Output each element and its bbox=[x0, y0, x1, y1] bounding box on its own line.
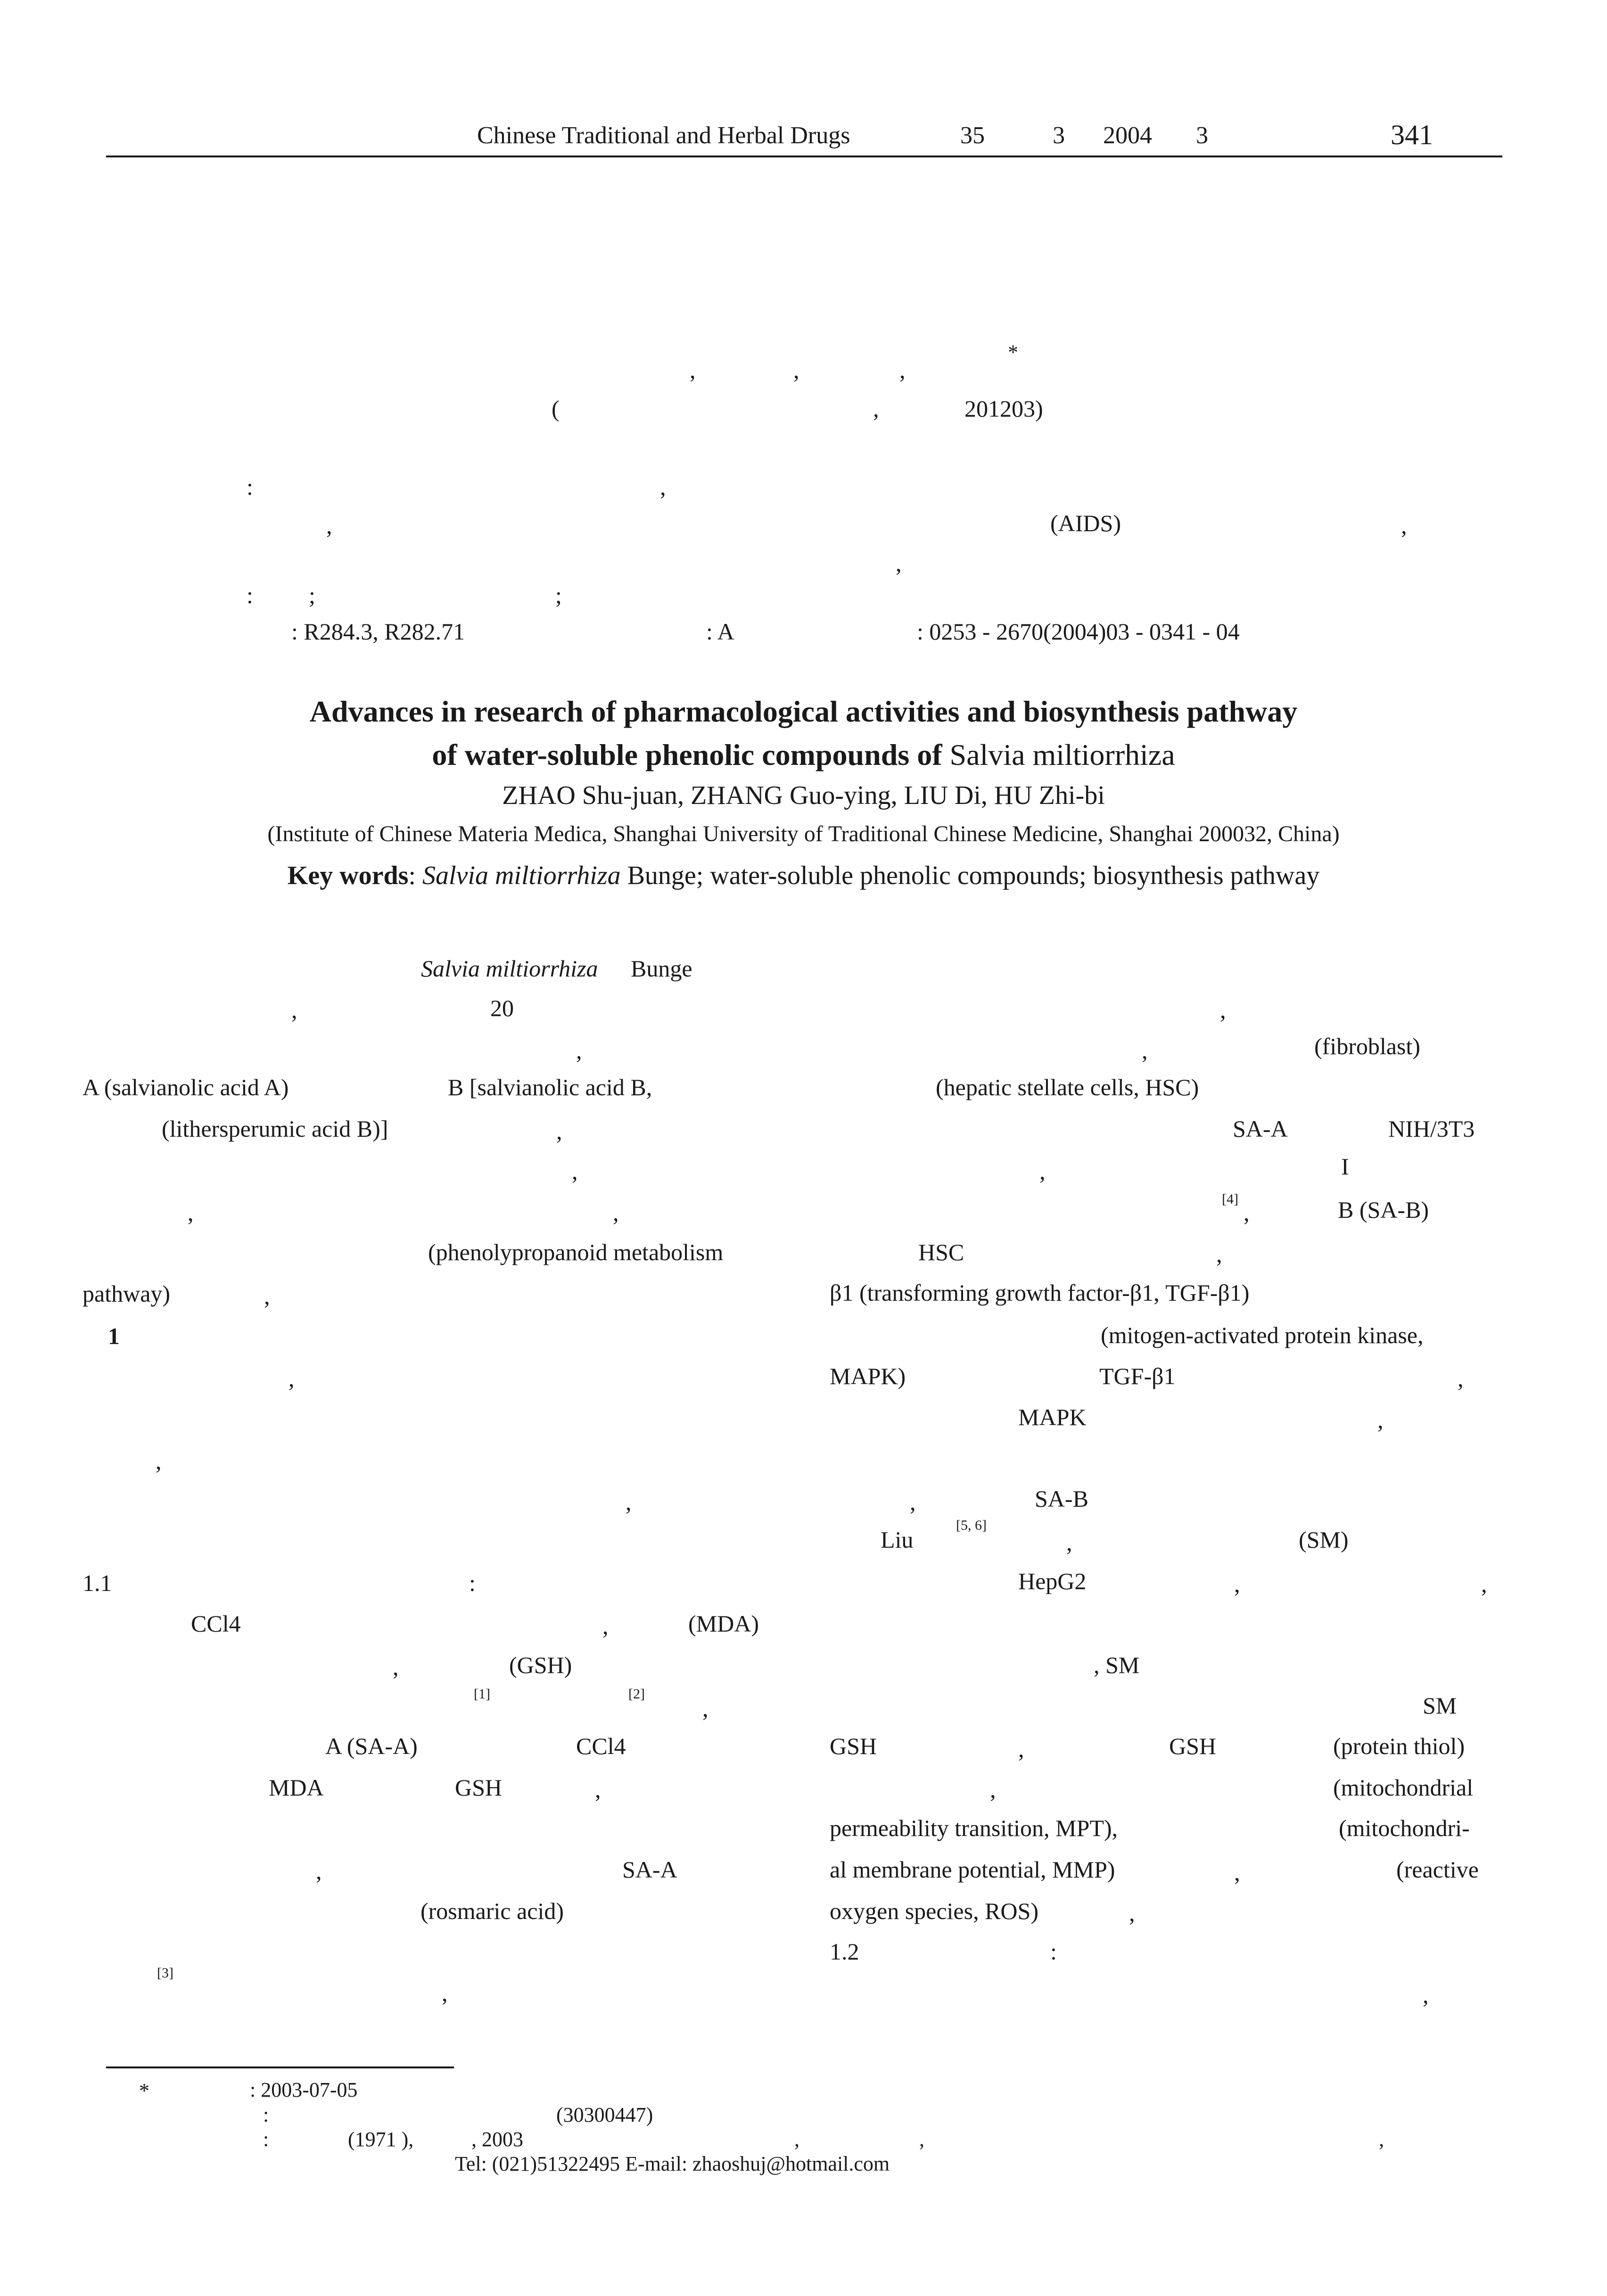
body-text-fragment: B [salvianolic acid B, bbox=[448, 1074, 652, 1100]
body-text-fragment: al membrane potential, MMP) bbox=[830, 1856, 1115, 1883]
article-id: : 0253 - 2670(2004)03 - 0341 - 04 bbox=[917, 618, 1240, 645]
author-separator: , bbox=[690, 357, 696, 383]
body-text-fragment: TGF-β1 bbox=[1099, 1363, 1176, 1389]
body-text-fragment: , bbox=[188, 1199, 194, 1226]
body-text-fragment: , bbox=[442, 1980, 448, 2006]
body-text-fragment: MAPK) bbox=[830, 1363, 906, 1389]
body-text-fragment: , bbox=[613, 1199, 619, 1226]
citation-marker: [1] bbox=[474, 1686, 490, 1702]
footnote-bio-colon: : bbox=[263, 2128, 269, 2151]
body-text-fragment: I bbox=[1341, 1153, 1349, 1180]
citation-marker: [5, 6] bbox=[956, 1517, 987, 1533]
body-text-fragment: A (salvianolic acid A) bbox=[82, 1074, 289, 1100]
body-text-fragment: , bbox=[572, 1158, 578, 1184]
body-text-fragment: (mitogen-activated protein kinase, bbox=[1101, 1322, 1424, 1348]
abstract-colon: : bbox=[247, 474, 253, 500]
body-text-fragment: , bbox=[1018, 1736, 1024, 1762]
footnote-fund-number: (30300447) bbox=[556, 2103, 653, 2126]
body-text-fragment: GSH bbox=[455, 1774, 503, 1801]
body-text-fragment: , bbox=[1377, 1407, 1384, 1433]
abstract-comma: , bbox=[326, 512, 332, 539]
body-text-fragment: , bbox=[1423, 1982, 1429, 2008]
volume-number: 35 bbox=[960, 122, 985, 149]
footnote-received: : 2003-07-05 bbox=[250, 2078, 358, 2101]
body-text-fragment: : bbox=[469, 1570, 476, 1596]
body-text-fragment: , bbox=[1216, 1241, 1222, 1267]
english-affiliation: (Institute of Chinese Materia Medica, Shanghai University of Traditional Chinese Medicine, Shanghai 200032, China) bbox=[267, 821, 1340, 846]
affiliation-open: ( bbox=[552, 395, 560, 422]
body-text-fragment: NIH/3T3 bbox=[1388, 1115, 1475, 1142]
body-text-fragment: , bbox=[1066, 1529, 1072, 1556]
affiliation-comma: , bbox=[873, 395, 879, 422]
body-text-fragment: (fibroblast) bbox=[1314, 1033, 1420, 1059]
publication-year: 2004 bbox=[1103, 122, 1152, 149]
body-text-fragment: GSH bbox=[830, 1733, 877, 1759]
body-text-fragment: , bbox=[1458, 1365, 1464, 1392]
body-text-fragment: HSC bbox=[918, 1239, 964, 1265]
body-text-fragment: (protein thiol) bbox=[1333, 1733, 1465, 1759]
footnote-star: * bbox=[139, 2079, 149, 2102]
body-text-fragment: , bbox=[1481, 1571, 1487, 1597]
abstract-comma: , bbox=[1401, 512, 1407, 539]
keywords-separator: ; bbox=[555, 582, 562, 608]
body-text-fragment: , bbox=[1220, 997, 1226, 1023]
author-separator: , bbox=[899, 357, 906, 383]
abstract-comma: , bbox=[896, 550, 902, 576]
footnote-bio-year: (1971 ), bbox=[348, 2128, 414, 2151]
body-text-fragment: (reactive bbox=[1396, 1856, 1479, 1883]
subsection-number: 1.1 bbox=[82, 1570, 112, 1596]
body-text-fragment: permeability transition, MPT), bbox=[830, 1815, 1118, 1841]
body-text-fragment: , bbox=[576, 1037, 582, 1064]
body-text-fragment: (mitochondrial bbox=[1333, 1774, 1474, 1801]
body-text-fragment: CCl4 bbox=[576, 1733, 626, 1759]
footnote-rule bbox=[106, 2066, 454, 2068]
body-text-fragment: , bbox=[602, 1613, 609, 1639]
body-text-fragment: B (SA-B) bbox=[1338, 1197, 1429, 1223]
body-text-fragment: , bbox=[1234, 1859, 1240, 1886]
author-separator: , bbox=[793, 357, 799, 383]
body-text-fragment: , SM bbox=[1094, 1652, 1140, 1678]
citation-marker: [3] bbox=[157, 1965, 173, 1981]
keywords-rest: Bunge; water-soluble phenolic compounds; biosynthesis pathway bbox=[620, 861, 1320, 890]
footnote-fund-colon: : bbox=[263, 2103, 269, 2126]
body-text-fragment: (lithersperumic acid B)] bbox=[162, 1115, 388, 1142]
body-text-fragment: , bbox=[990, 1776, 996, 1803]
english-title-species: Salvia miltiorrhiza bbox=[949, 738, 1175, 771]
body-text-fragment: , bbox=[595, 1776, 601, 1803]
document-code: : A bbox=[706, 618, 734, 645]
body-text-fragment: (MDA) bbox=[688, 1610, 759, 1637]
journal-name: Chinese Traditional and Herbal Drugs bbox=[477, 122, 850, 149]
english-title-line2 bbox=[0, 740, 1607, 770]
header-rule bbox=[106, 156, 1502, 157]
body-text-fragment: , bbox=[910, 1489, 916, 1515]
body-text-fragment: , bbox=[393, 1654, 399, 1680]
abstract-aids: (AIDS) bbox=[1050, 510, 1121, 536]
body-text-fragment: : bbox=[1050, 1938, 1057, 1965]
body-text-fragment: , bbox=[1039, 1158, 1046, 1184]
english-title-line2-text: of water-soluble phenolic compounds of bbox=[432, 738, 950, 771]
body-text-fragment: , bbox=[1234, 1571, 1240, 1597]
footnote-bio-2003: , 2003 bbox=[471, 2128, 523, 2151]
body-text-fragment: , bbox=[1142, 1037, 1148, 1064]
body-text-fragment: (SM) bbox=[1299, 1526, 1349, 1553]
author-star: * bbox=[1008, 341, 1018, 364]
body-text-fragment: β1 (transforming growth factor-β1, TGF-β1) bbox=[830, 1279, 1250, 1306]
keywords-label: Key words bbox=[287, 861, 409, 890]
body-text-fragment: CCl4 bbox=[191, 1610, 241, 1637]
publication-month: 3 bbox=[1196, 122, 1208, 149]
classification-number: : R284.3, R282.71 bbox=[291, 618, 465, 645]
body-text-fragment: , bbox=[156, 1448, 162, 1474]
keywords-separator: ; bbox=[309, 582, 315, 608]
section-heading-number: 1 bbox=[108, 1323, 120, 1349]
body-text-fragment: A (SA-A) bbox=[325, 1733, 418, 1759]
body-text-fragment: (phenolypropanoid metabolism bbox=[428, 1239, 724, 1265]
body-text-fragment: Liu bbox=[881, 1526, 914, 1553]
body-text-fragment: , bbox=[264, 1283, 270, 1309]
body-text-fragment: MAPK bbox=[1018, 1404, 1087, 1430]
english-keywords bbox=[0, 862, 1607, 889]
affiliation-zip: 201203) bbox=[964, 395, 1043, 422]
body-text-fragment: (mitochondri- bbox=[1339, 1815, 1470, 1841]
body-text-fragment: 20 bbox=[490, 995, 514, 1021]
body-text-fragment: SA-A bbox=[1233, 1115, 1288, 1142]
body-text-fragment: , bbox=[556, 1118, 562, 1144]
body-text-fragment: pathway) bbox=[82, 1280, 171, 1307]
body-text-fragment: SM bbox=[1423, 1692, 1457, 1719]
citation-marker: [4] bbox=[1222, 1191, 1238, 1207]
body-text-fragment: (GSH) bbox=[509, 1652, 572, 1678]
body-text-fragment: , bbox=[1129, 1900, 1135, 1926]
body-text-fragment: MDA bbox=[269, 1774, 324, 1801]
footnote-bio-comma: , bbox=[1379, 2128, 1384, 2151]
body-text-fragment: (hepatic stellate cells, HSC) bbox=[936, 1074, 1199, 1100]
issue-number: 3 bbox=[1053, 122, 1065, 149]
body-text-fragment: SA-B bbox=[1035, 1485, 1088, 1512]
keywords-label-colon: : bbox=[408, 861, 422, 890]
body-text-fragment: oxygen species, ROS) bbox=[830, 1898, 1038, 1924]
body-text-fragment: , bbox=[702, 1695, 709, 1722]
body-text-fragment: , bbox=[1244, 1199, 1250, 1226]
footnote-bio-comma: , bbox=[794, 2128, 799, 2151]
abstract-comma: , bbox=[660, 474, 666, 500]
english-authors: ZHAO Shu-juan, ZHANG Guo-ying, LIU Di, HU Zhi-bi bbox=[502, 781, 1105, 810]
body-text-fragment: , bbox=[291, 997, 297, 1023]
footnote-contact: Tel: (021)51322495 E-mail: zhaoshuj@hotmail.com bbox=[455, 2152, 890, 2175]
subsection-number: 1.2 bbox=[830, 1938, 859, 1965]
body-text-fragment: , bbox=[316, 1858, 322, 1884]
footnote-bio-comma: , bbox=[919, 2128, 924, 2151]
body-text-fragment: Bunge bbox=[631, 955, 692, 982]
body-text-fragment: (rosmaric acid) bbox=[420, 1898, 564, 1924]
english-title-line1: Advances in research of pharmacological activities and biosynthesis pathway bbox=[309, 695, 1298, 728]
body-text-fragment: , bbox=[288, 1365, 295, 1392]
page-number: 341 bbox=[1391, 119, 1433, 150]
citation-marker: [2] bbox=[628, 1686, 645, 1702]
body-text-fragment: GSH bbox=[1169, 1733, 1217, 1759]
body-text-fragment: SA-A bbox=[622, 1856, 677, 1883]
keywords-species: Salvia miltiorrhiza bbox=[422, 861, 621, 890]
body-text-fragment: , bbox=[626, 1489, 632, 1515]
keywords-colon: : bbox=[247, 582, 253, 608]
body-text-fragment: Salvia miltiorrhiza bbox=[421, 955, 598, 982]
body-text-fragment: HepG2 bbox=[1018, 1568, 1087, 1594]
